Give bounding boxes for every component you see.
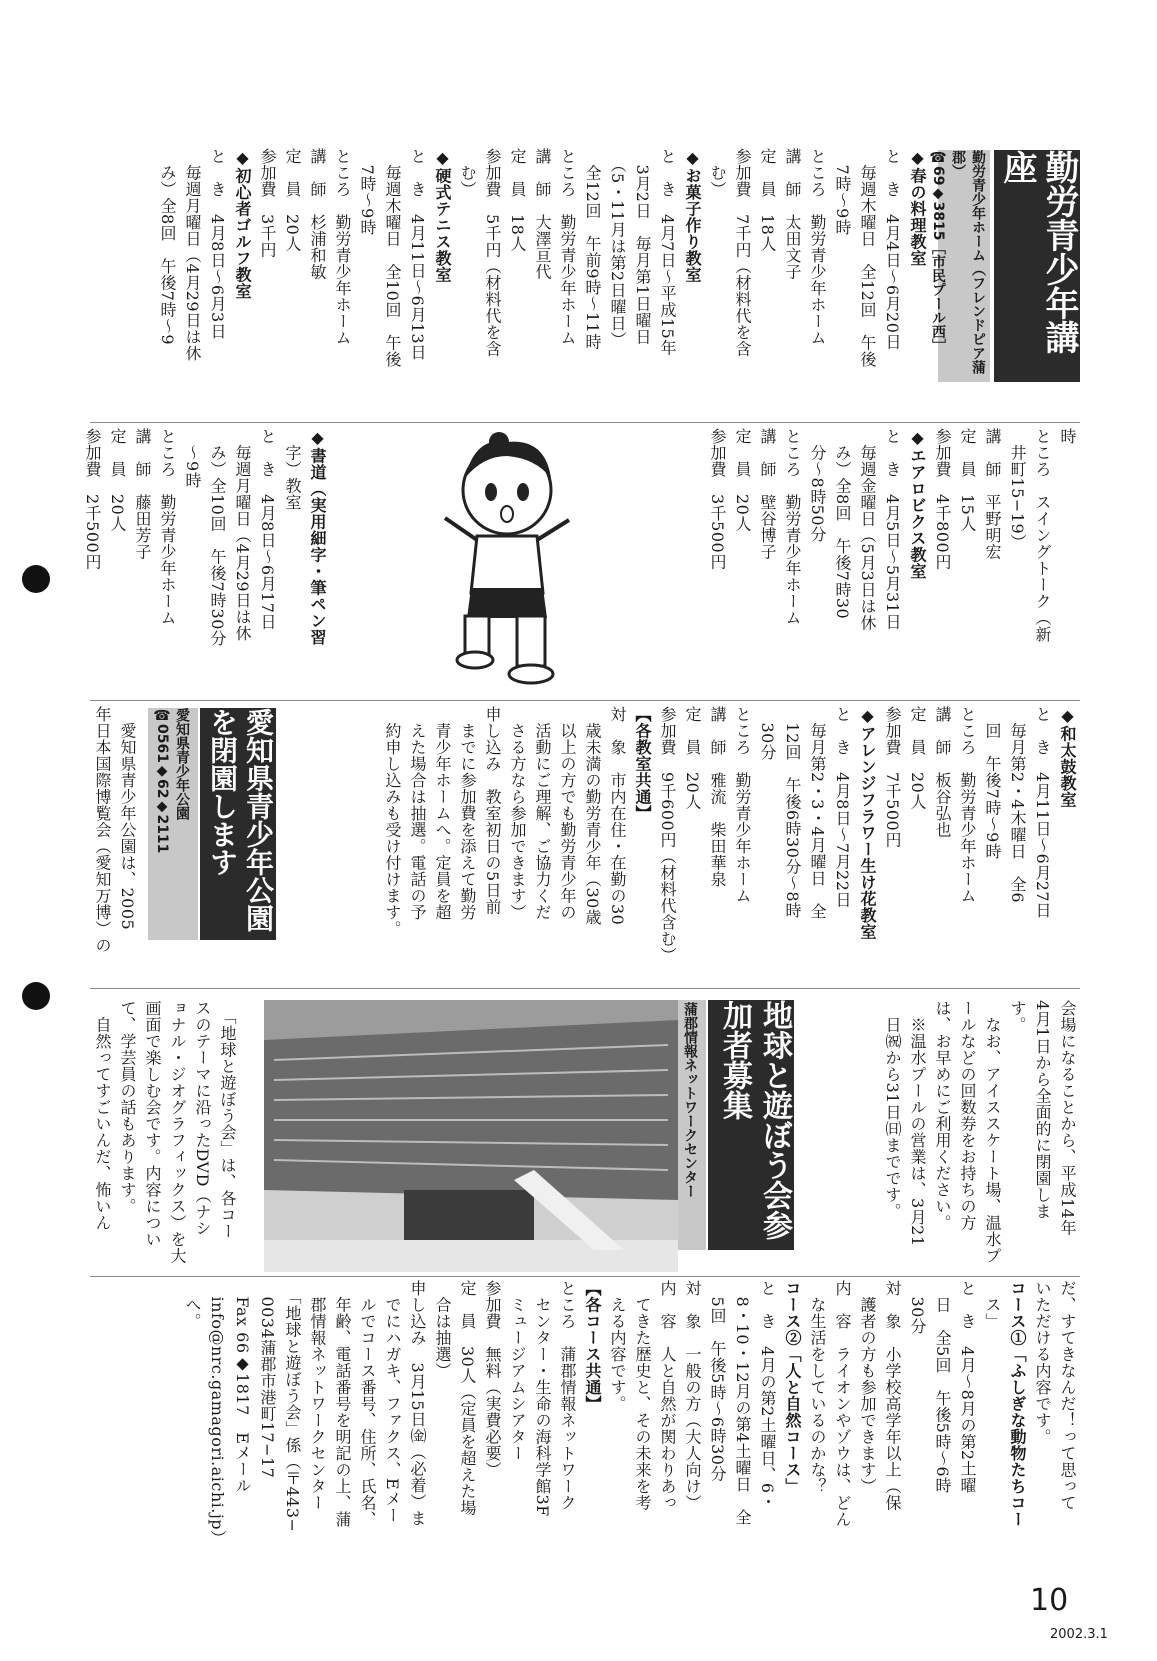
text-line: ところ 勤労青少年ホーム [808, 148, 827, 346]
divider [90, 422, 1080, 423]
text-line: 参加費 7千円（材料代を含 [733, 148, 752, 357]
text-line: と き 4月11日〜6月27日 [1033, 706, 1052, 919]
course-list [155, 148, 930, 420]
text-line: 参加費 3千500円 [708, 428, 727, 570]
text-line: 以上の方でも勤労青少年の [558, 706, 577, 921]
text-line: ところ スイングトーク（新 [1033, 428, 1052, 643]
text-line: スのテーマに沿ったDVD（ナシ [193, 1000, 212, 1237]
text-line: Fax 66◆1817 Eメール [233, 1280, 252, 1494]
text-line: 参加費 3千円 [258, 148, 277, 258]
text-line: 定 員 20人 [908, 706, 927, 810]
text-line: と き 4月の第2土曜日、6・ [758, 1280, 777, 1511]
text-line: み）全8回 午後7時〜9 [158, 148, 177, 346]
issue-date: 2002.3.1 [1050, 1627, 1108, 1642]
text-line: と き 4月〜8月の第2土曜 [958, 1280, 977, 1494]
text-line: ◆アレンジフラワー生け花教室 [858, 706, 877, 940]
text-line: 【各コース共通】 [583, 1280, 602, 1412]
text-line: ◆書道（実用細字・筆ペン習 [308, 428, 327, 646]
notice-text [90, 706, 140, 974]
notice-cont [880, 1000, 1080, 1272]
text-line: と き 4月4日〜6月20日 [883, 148, 902, 350]
text-line: む） [708, 148, 727, 198]
text-line: と き 4月7日〜平成15年 [658, 148, 677, 356]
text-line: ところ 勤労青少年ホーム [733, 706, 752, 904]
text-line: 〜9時 [183, 428, 202, 489]
text-line: 活動にご理解、ご協力くだ [533, 706, 552, 921]
club-title: 地球と遊ぼう会参加者募集 [708, 1000, 794, 1250]
text-line: 講 師 杉浦和敏 [308, 148, 327, 280]
text-line: み）全10回 午後7時30分 [208, 428, 227, 647]
text-line: ールなどの回数券をお持ちの方 [958, 1000, 977, 1231]
text-line: 定 員 20人 [108, 428, 127, 532]
text-line: 講 師 雅流 柴田華泉 [708, 706, 727, 888]
text-line: えた場合は抽選。電話の予 [408, 706, 427, 921]
text-line: 5回 午後5時〜6時30分 [708, 1280, 727, 1482]
text-line: 毎月第2・3・4月曜日 全 [808, 706, 827, 920]
text-line: 0034蒲郡市港町17−17 [258, 1280, 277, 1479]
text-line: ところ 蒲郡情報ネットワーク [558, 1280, 577, 1511]
text-line: 「地球と遊ぼう会」係（〒443− [283, 1280, 302, 1533]
text-line: ※温水プールの営業は、3月21 [908, 1000, 927, 1247]
text-line: 3月2日 毎月第1日曜日 [633, 148, 652, 346]
text-line: 講 師 藤田芳子 [133, 428, 152, 560]
text-line: 申し込み 教室初日の5日前 [483, 706, 502, 915]
text-line: 毎月第2・4木曜日 全6 [1008, 706, 1027, 904]
text-line: ス」 [983, 1280, 1002, 1330]
text-line: コース①「ふしぎな動物たちコー [1008, 1280, 1027, 1528]
text-line: て、学芸員の話もあります。 [118, 1000, 137, 1215]
text-line: 参加費 9千600円（材料代含む） [658, 706, 677, 964]
text-line: ◆初心者ゴルフ教室 [233, 148, 252, 300]
text-line: ◆春の料理教室 [908, 148, 927, 267]
section-earth-club [90, 1000, 1080, 1272]
text-line: 30分 [908, 1280, 927, 1335]
text-line: 申し込み 3月15日㈮（必着）ま [408, 1280, 427, 1527]
text-line: 定 員 20人 [283, 148, 302, 252]
section-youth-courses [90, 148, 1080, 420]
text-line: いただける内容です。 [1033, 1280, 1052, 1445]
text-line: 全12回 午前9時〜11時 [583, 148, 602, 350]
text-line: 護者の方も参加できます） [858, 1280, 877, 1495]
building-photo [264, 1000, 678, 1272]
text-line: 合は抽選） [433, 1280, 452, 1379]
text-line: と き 4月8日〜6月3日 [208, 148, 227, 340]
binder-hole-top [22, 565, 50, 593]
text-line: 約申し込みも受け付けます。 [383, 706, 402, 937]
text-line: 講 師 平野明宏 [983, 428, 1002, 560]
text-line: 定 員 20人 [733, 428, 752, 532]
text-line: 定 員 15人 [958, 428, 977, 532]
text-line: てきた歴史と、その未来を考 [633, 1280, 652, 1511]
text-line: み）全8回 午後7時30 [833, 428, 852, 620]
notice-subhead: 愛知県青少年公園 ☎0561◆62◆2111 [154, 708, 190, 854]
text-line: す。 [1008, 1000, 1027, 1033]
binder-hole-bottom [22, 982, 50, 1010]
text-line: 対 象 市内在住・在勤の30 [608, 706, 627, 926]
text-line: ルでコース番号、住所、氏名、 [358, 1280, 377, 1528]
section-courses-common [90, 706, 1080, 974]
course-list-right [705, 428, 1080, 696]
course-list-left [80, 428, 330, 696]
club-intro [90, 1000, 240, 1272]
text-line: ミュージアムシアター [508, 1280, 527, 1462]
text-line: なお、アイススケート場、温水プ [983, 1000, 1002, 1264]
text-line: 時 [1058, 428, 1077, 445]
text-line: 参加費 7千500円 [883, 706, 902, 848]
text-line: info@nrc.gamagori.aichi.jp） [208, 1280, 227, 1547]
text-line: 定 員 18人 [508, 148, 527, 252]
text-line: コース②「人と自然コース」 [783, 1280, 802, 1495]
text-line: 自然ってすごいんだ、怖いん [93, 1000, 112, 1231]
text-line: 講 師 大澤亘代 [533, 148, 552, 280]
text-line: 「地球と遊ぼう会」は、各コー [218, 1000, 237, 1240]
text-line: 井町15−19） [1008, 428, 1027, 551]
text-line: 分〜8時50分 [808, 428, 827, 543]
club-details [180, 1280, 1080, 1568]
text-line: 対 象 小学校高学年以上（保 [883, 1280, 902, 1511]
section-courses-cont [83, 428, 1080, 696]
text-line: 愛知県青少年公園は、2005 [118, 706, 137, 931]
text-line: 講 師 板谷弘也 [933, 706, 952, 838]
text-line: 会場になることから、平成14年 [1058, 1000, 1077, 1236]
text-line: へ。 [183, 1280, 202, 1330]
text-line: 郡情報ネットワークセンター [308, 1280, 327, 1511]
text-line: 8・10・12月の第4土曜日 全 [733, 1280, 752, 1526]
section-earth-details [90, 1280, 1080, 1568]
text-line: センター・生命の海科学館3F [533, 1280, 552, 1517]
text-line: ところ 勤労青少年ホーム [333, 148, 352, 346]
text-line: 年日本国際博覧会（愛知万博）の [93, 706, 112, 954]
text-line: む） [458, 148, 477, 198]
club-subhead: 蒲郡情報ネットワークセンター [682, 1002, 698, 1198]
text-line: 30分 [758, 706, 777, 761]
text-line: だ、すてきなんだ！って思って [1058, 1280, 1077, 1511]
text-line: 毎週木曜日 全12回 午後 [858, 148, 877, 368]
text-line: 講 師 太田文子 [783, 148, 802, 280]
text-line: ところ 勤労青少年ホーム [783, 428, 802, 626]
text-line: 参加費 4千800円 [933, 428, 952, 570]
text-line: と き 4月8日〜6月17日 [258, 428, 277, 630]
text-line: ところ 勤労青少年ホーム [958, 706, 977, 904]
text-line: 日 全5回 午後5時〜6時 [933, 1280, 952, 1494]
text-line: 参加費 無料（実費必要） [483, 1280, 502, 1478]
text-line: 毎週月曜日（4月29日は休 [233, 428, 252, 642]
text-line: までに参加費を添えて勤労 [458, 706, 477, 921]
divider [90, 1276, 1080, 1277]
text-line: える内容です。 [608, 1280, 627, 1412]
text-line: 4月1日から全面的に閉園しま [1033, 1000, 1052, 1220]
text-line: と き 4月8日〜7月22日 [833, 706, 852, 908]
text-line: ◆お菓子作り教室 [683, 148, 702, 283]
text-line: は、お早めにご利用ください。 [933, 1000, 952, 1231]
text-line: 字）教室 [283, 428, 302, 511]
course-list-right [380, 706, 1080, 974]
text-line: 回 午後7時〜9時 [983, 706, 1002, 860]
text-line: な生活をしているのかな？ [808, 1280, 827, 1495]
page-number: 10 [1030, 1583, 1069, 1618]
text-line: 7時〜9時 [833, 148, 852, 236]
text-line: 対 象 一般の方（大人向け） [683, 1280, 702, 1511]
text-line: ところ 勤労青少年ホーム [158, 428, 177, 626]
text-line: 歳未満の勤労青少年（30歳 [583, 706, 602, 926]
text-line: さる方なら参加できます） [508, 706, 527, 921]
text-line: と き 4月5日〜5月31日 [883, 428, 902, 630]
text-line: ところ 勤労青少年ホーム [558, 148, 577, 346]
text-line: 青少年ホームへ。定員を超 [433, 706, 452, 921]
text-line: 内 容 人と自然が関わりあっ [658, 1280, 677, 1511]
text-line: 定 員 30人（定員を超えた場 [458, 1280, 477, 1516]
text-line: 年齢、電話番号を明記の上、蒲 [333, 1280, 352, 1528]
section-subhead: 勤労青少年ホーム（フレンドピア蒲郡） ☎69◆3815［市民プール西］ [930, 150, 986, 374]
text-line: 参加費 5千円（材料代を含 [483, 148, 502, 357]
section-title: 勤労青少年講座 [994, 150, 1080, 382]
text-line: 7時〜9時 [358, 148, 377, 236]
divider [90, 988, 1080, 989]
text-line: ◆エアロビクス教室 [908, 428, 927, 580]
text-line: 毎週金曜日（5月3日は休 [858, 428, 877, 631]
text-line: （5・11月は第2日曜日） [608, 148, 627, 348]
text-line: 講 師 壁谷博子 [758, 428, 777, 560]
notice-title: 愛知県青少年公園を閉園します [200, 708, 276, 940]
text-line: と き 4月11日〜6月13日 [408, 148, 427, 361]
text-line: ◆硬式テニス教室 [433, 148, 452, 283]
text-line: 画面で楽しむ会です。内容につい [143, 1000, 162, 1248]
text-line: ◆和太鼓教室 [1058, 706, 1077, 808]
text-line: でにハガキ、ファクス、Eメー [383, 1280, 402, 1524]
text-line: 内 容 ライオンやゾウは、どん [833, 1280, 852, 1528]
text-line: 12回 午後6時30分〜8時 [783, 706, 802, 919]
text-line: 日㈷から31日㈰までです。 [883, 1000, 902, 1220]
text-line: 定 員 18人 [758, 148, 777, 252]
text-line: 定 員 20人 [683, 706, 702, 810]
mascot-illustration [435, 428, 580, 688]
text-line: 毎週木曜日 全10回 午後 [383, 148, 402, 368]
text-line: 【各教室共通】 [633, 706, 652, 822]
text-line: 毎週月曜日（4月29日は休 [183, 148, 202, 362]
text-line: ョナル・ジオグラフィックス）を大 [168, 1000, 187, 1264]
text-line: 参加費 2千500円 [83, 428, 102, 570]
divider [90, 700, 1080, 701]
